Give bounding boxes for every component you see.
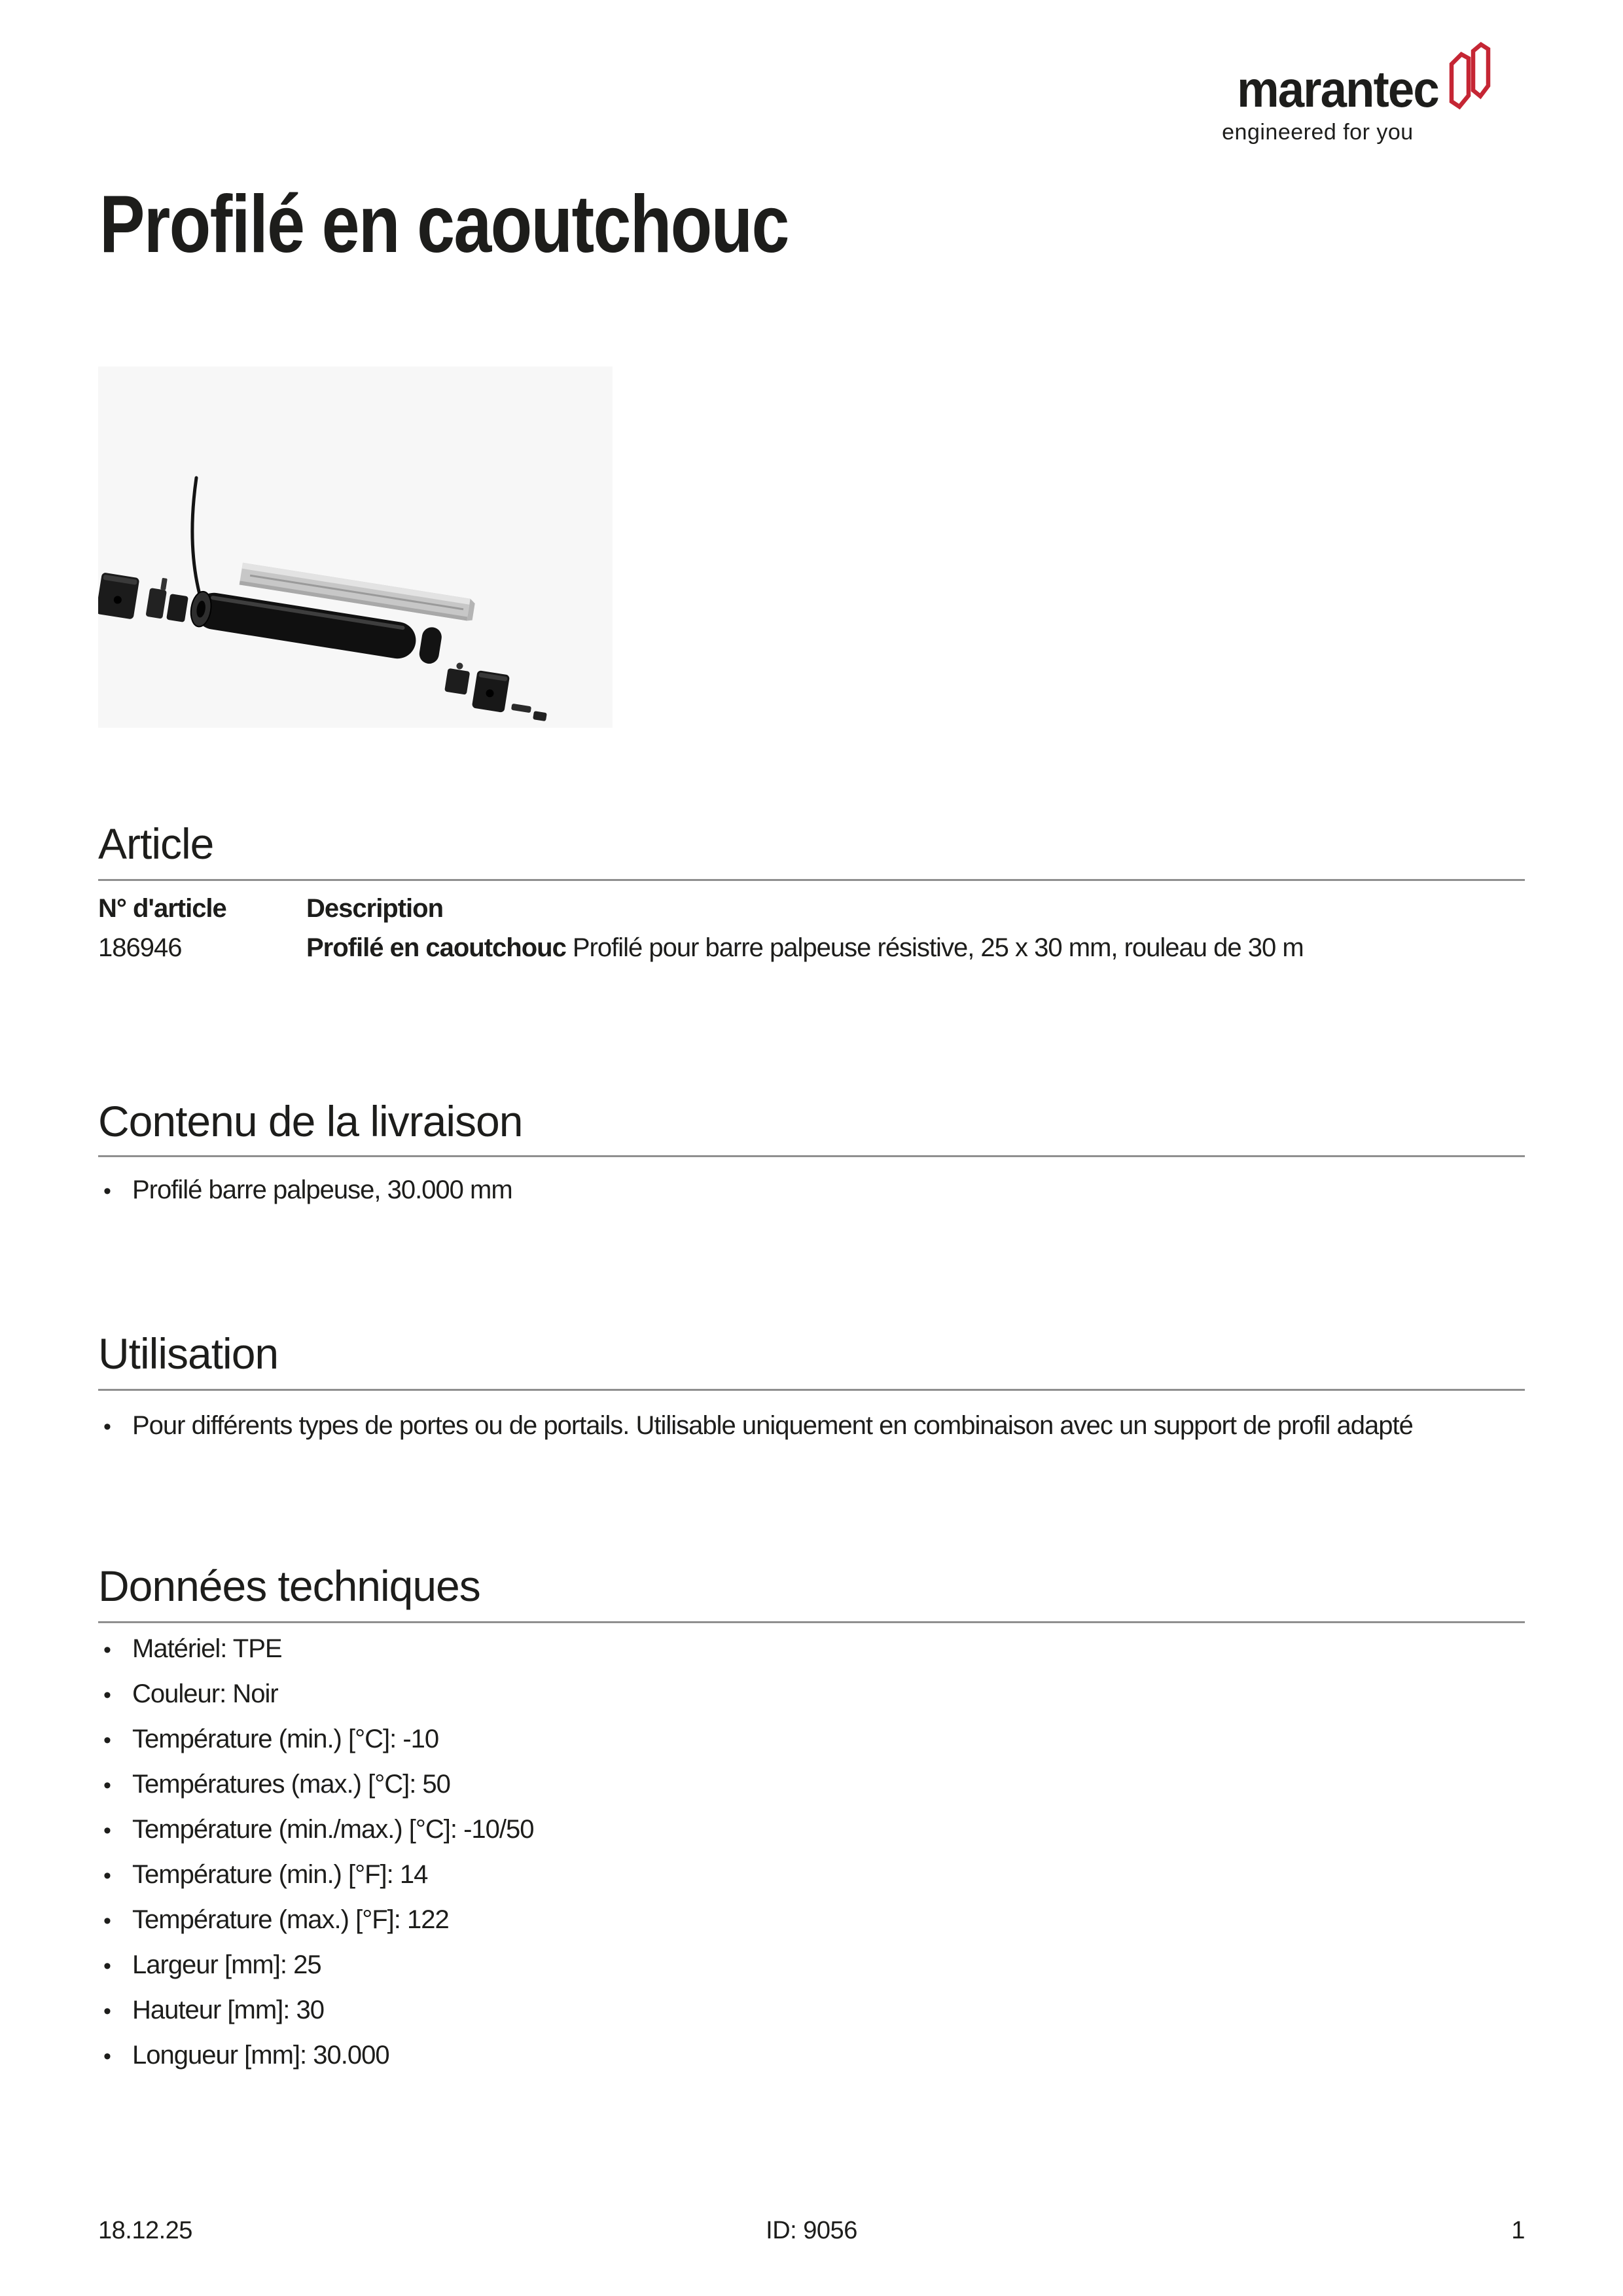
section-divider xyxy=(98,879,1525,881)
clamp xyxy=(145,588,167,619)
list-item: • Température (max.) [°F]: 122 xyxy=(98,1905,534,1935)
article-name: Profilé en caoutchouc xyxy=(306,933,566,962)
brand-wordmark: marantec xyxy=(1237,60,1438,118)
list-item: • Température (min.) [°C]: -10 xyxy=(98,1725,534,1754)
section-heading-usage: Utilisation xyxy=(98,1329,279,1378)
list-item: • Matériel: TPE xyxy=(98,1634,534,1664)
article-number: 186946 xyxy=(98,933,182,962)
list-item: • Températures (max.) [°C]: 50 xyxy=(98,1770,534,1799)
section-divider xyxy=(98,1389,1525,1391)
section-heading-delivery: Contenu de la livraison xyxy=(98,1097,523,1145)
technical-data-list xyxy=(98,1634,534,2070)
article-table-header xyxy=(98,894,443,924)
section-heading-article: Article xyxy=(98,819,214,868)
brand-logo xyxy=(1222,42,1491,145)
article-description: Profilé pour barre palpeuse résistive, 25 x 30 mm, rouleau de 30 m xyxy=(572,933,1304,962)
section-divider xyxy=(98,1621,1525,1623)
section-heading-technical: Données techniques xyxy=(98,1562,480,1610)
exploded-view-illustration xyxy=(98,367,613,728)
column-header-description: Description xyxy=(306,894,444,923)
list-item: • Pour différents types de portes ou de portails. Utilisable uniquement en combinaison avec un support de profil adapté xyxy=(98,1411,1413,1441)
footer-document-id: ID: 9056 xyxy=(766,2217,857,2244)
list-item: • Couleur: Noir xyxy=(98,1679,534,1709)
column-header-article-number: N° d'article xyxy=(98,894,226,923)
list-item: • Hauteur [mm]: 30 xyxy=(98,1996,534,2025)
right-screw xyxy=(533,711,547,721)
brand-tagline: engineered for you xyxy=(1222,120,1414,145)
list-item: • Profilé barre palpeuse, 30.000 mm xyxy=(98,1175,512,1205)
article-table-row xyxy=(98,933,1304,963)
list-item: • Température (min./max.) [°C]: -10/50 xyxy=(98,1815,534,1844)
product-image xyxy=(98,367,613,728)
marantec-door-icon xyxy=(1449,42,1491,113)
usage-list xyxy=(98,1411,1413,1441)
footer-page-number: 1 xyxy=(1511,2217,1525,2244)
delivery-list xyxy=(98,1175,512,1205)
list-item: • Largeur [mm]: 25 xyxy=(98,1950,534,1980)
footer-date: 18.12.25 xyxy=(98,2217,192,2244)
right-screw xyxy=(511,704,531,713)
page-title: Profilé en caoutchouc xyxy=(99,179,789,270)
section-divider xyxy=(98,1155,1525,1157)
clamp xyxy=(166,594,188,622)
right-clamp xyxy=(444,668,470,695)
list-item: • Longueur [mm]: 30.000 xyxy=(98,2041,534,2070)
list-item: • Température (min.) [°F]: 14 xyxy=(98,1860,534,1890)
